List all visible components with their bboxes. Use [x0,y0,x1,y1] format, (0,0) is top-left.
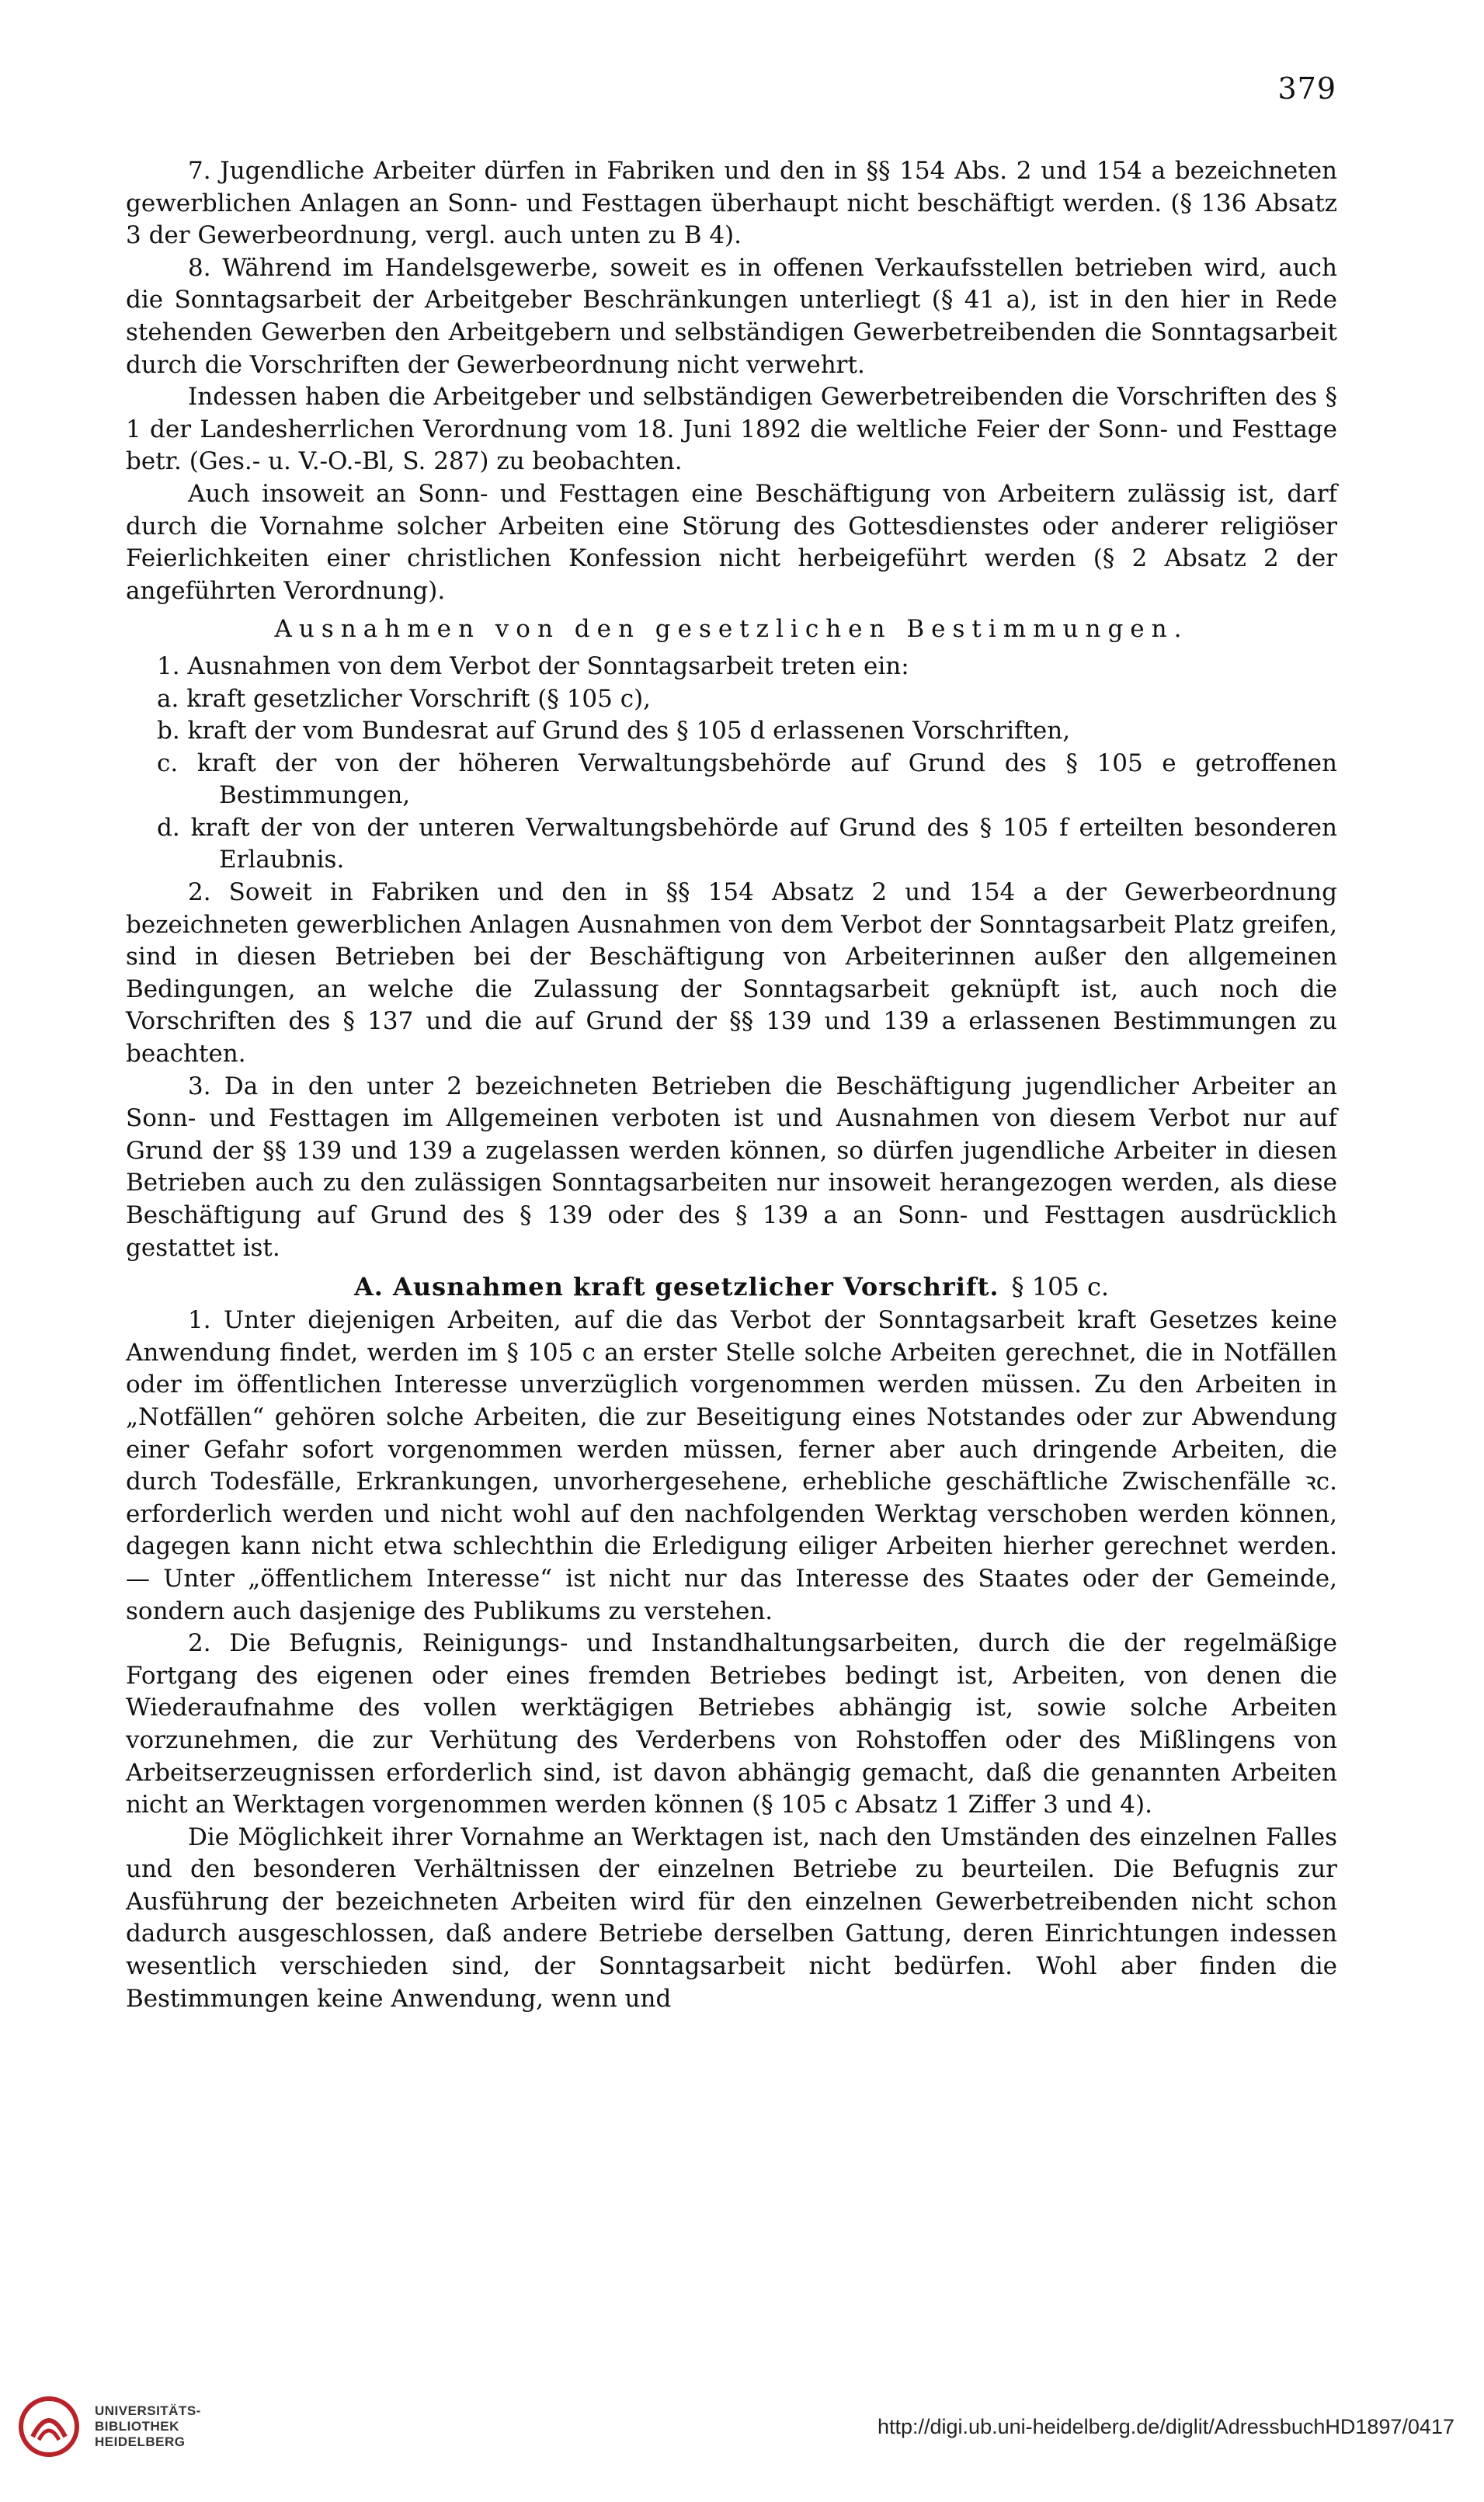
list-item: 1. Ausnahmen von dem Verbot der Sonntagsarbeit treten ein: [157,652,909,680]
page-footer [0,2368,1484,2502]
library-logo-icon [17,2395,81,2459]
paragraph: 1. Unter diejenigen Arbeiten, auf die das Verbot der Sonntagsarbeit kraft Gesetzes keine Anwendung findet, werden im § 105 c an erster Stelle solche Arbeiten gerechnet, die in Notfällen oder im öffentlichen Interesse unverzüglich vorgenommen werden müssen. Zu den Arbeiten in „Notfällen“ gehören solche Arbeiten, die zur Beseitigung eines Notstandes oder zur Abwendung einer Gefahr sofort vorgenommen werden müssen, ferner aber auch dringende Arbeiten, die durch Todesfälle, Erkrankungen, unvorhergesehene, erhebliche geschäftliche Zwischenfälle ꝛc. erforderlich werden und nicht wohl auf den nachfolgenden Werktag verschoben werden können, dagegen kann nicht etwa schlechthin die Erledigung eiliger Arbeiten hierher gerechnet werden. — Unter „öffentlichem Interesse“ ist nicht nur das Interesse des Staates oder der Gemeinde, sondern auch dasjenige des Publikums zu verstehen. [126,1306,1337,1625]
paragraph: 7. Jugendliche Arbeiter dürfen in Fabriken und den in §§ 154 Abs. 2 und 154 a bezeichneten gewerblichen Anlagen an Sonn- und Festtagen überhaupt nicht beschäftigt werden. (§ 136 Absatz 3 der Gewerbeordnung, vergl. auch unten zu B 4). [126,157,1337,250]
page-number: 379 [1277,71,1336,106]
library-logo-text [95,2403,201,2450]
list-item: b. kraft der vom Bundesrat auf Grund des § 105 d erlassenen Vorschriften, [157,717,1071,745]
library-logo[interactable] [17,2368,273,2485]
paragraph: 8. Während im Handelsgewerbe, soweit es in offenen Verkaufsstellen betrieben wird, auch die Sonntagsarbeit der Arbeitgeber Beschränkungen unterliegt (§ 41 a), ist in den hier in Rede stehenden Gewerben den Arbeitgebern und selbständigen Gewerbetreibenden die Sonntagsarbeit durch die Vorschriften der Gewerbeordnung nicht verwehrt. [126,253,1337,379]
logo-line: HEIDELBERG [95,2434,186,2449]
heading-title: A. Ausnahmen kraft gesetzlicher Vorschrift. [353,1272,999,1302]
list-item: a. kraft gesetzlicher Vorschrift (§ 105 c), [157,684,652,713]
source-url-link[interactable]: http://digi.ub.uni-heidelberg.de/diglit/AdressbuchHD1897/0417 [877,2415,1454,2438]
logo-line: BIBLIOTHEK [95,2419,179,2434]
section-title: Ausnahmen von den gesetzlichen Bestimmungen. [274,615,1189,644]
logo-line: UNIVERSITÄTS- [95,2403,201,2418]
paragraph: 2. Soweit in Fabriken und den in §§ 154 Absatz 2 und 154 a der Gewerbeordnung bezeichneten gewerblichen Anlagen Ausnahmen von dem Verbot der Sonntagsarbeit Platz greifen, sind in diesen Betrieben bei der Beschäftigung von Arbeiterinnen außer den allgemeinen Bedingungen, an welche die Zulassung der Sonntagsarbeit geknüpft ist, auch noch die Vorschriften des § 137 und die auf Grund der §§ 139 und 139 a erlassenen Bestimmungen zu beachten. [126,878,1337,1069]
paragraph: Indessen haben die Arbeitgeber und selbständigen Gewerbetreibenden die Vorschriften des § 1 der Landesherrlichen Verordnung vom 18. Juni 1892 die weltliche Feier der Sonn- und Festtage betr. (Ges.- u. V.-O.-Bl, S. 287) zu beobachten. [126,383,1337,476]
section-heading [126,1269,1337,1305]
document-body [126,155,1337,2015]
paragraph: 2. Die Befugnis, Reinigungs- und Instandhaltungsarbeiten, durch die der regelmäßige Fortgang des eigenen oder eines fremden Betriebes bedingt ist, Arbeiten, von denen die Wiederaufnahme des vollen werktägigen Betriebes abhängig ist, sowie solche Arbeiten vorzunehmen, die zur Verhütung des Verderbens von Rohstoffen oder des Mißlingens von Arbeitserzeugnissen erforderlich sind, ist davon abhängig gemacht, daß die genannten Arbeiten nicht an Werktagen vorgenommen werden können (§ 105 c Absatz 1 Ziffer 3 und 4). [126,1629,1337,1819]
heading-reference: § 105 c. [1011,1272,1110,1302]
paragraph: Auch insoweit an Sonn- und Festtagen eine Beschäftigung von Arbeitern zulässig ist, darf durch die Vornahme solcher Arbeiten eine Störung des Gottesdienstes oder anderer religiöser Feierlichkeiten einer christlichen Konfession nicht herbeigeführt werden (§ 2 Absatz 2 der angeführten Verordnung). [126,479,1337,605]
list-item: d. kraft der von der unteren Verwaltungsbehörde auf Grund des § 105 f erteilten besonderen Erlaubnis. [157,813,1337,874]
list-item: c. kraft der von der höheren Verwaltungsbehörde auf Grund des § 105 e getroffenen Bestimmungen, [157,749,1337,810]
paragraph: Die Möglichkeit ihrer Vornahme an Werktagen ist, nach den Umständen des einzelnen Falles und den besonderen Verhältnissen der einzelnen Betriebe zu beurteilen. Die Befugnis zur Ausführung der bezeichneten Arbeiten wird für den einzelnen Gewerbetreibenden nicht schon dadurch ausgeschlossen, daß andere Betriebe derselben Gattung, deren Einrichtungen indessen wesentlich verschieden sind, der Sonntagsarbeit nicht bedürfen. Wohl aber finden die Bestimmungen keine Anwendung, wenn und [126,1823,1337,2013]
paragraph: 3. Da in den unter 2 bezeichneten Betrieben die Beschäftigung jugendlicher Arbeiter an Sonn- und Festtagen im Allgemeinen verboten ist und Ausnahmen von diesem Verbot nur auf Grund der §§ 139 und 139 a zugelassen werden können, so dürfen jugendliche Arbeiter in diesen Betrieben auch zu den zulässigen Sonntagsarbeiten nur insoweit herangezogen werden, als diese Beschäftigung auf Grund des § 139 oder des § 139 a an Sonn- und Festtagen ausdrücklich gestattet ist. [126,1072,1337,1262]
